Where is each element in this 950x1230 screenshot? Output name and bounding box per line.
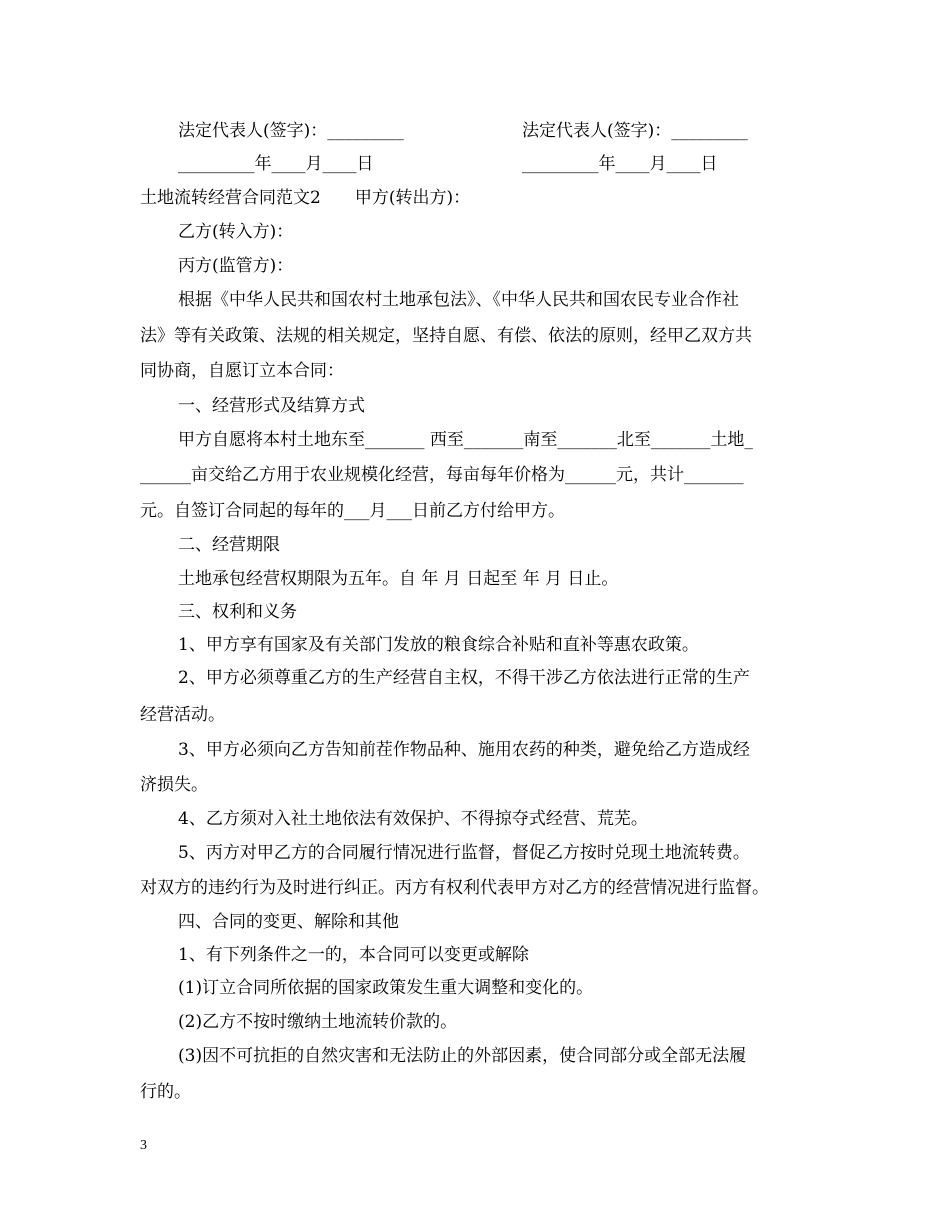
preamble-line: 同协商，自愿订立本合同： [140,361,344,381]
signature-left-date: _________年____月____日 [178,154,374,174]
section-1-line: 元。自签订合同起的每年的___月___日前乙方付给甲方。 [140,501,565,521]
party-c-line: 丙方(监管方)： [178,256,294,276]
party-b-line: 乙方(转入方)： [178,222,294,242]
section-3-title: 三、权利和义务 [178,602,297,622]
page-number: 3 [140,1138,147,1153]
section-2-title: 二、经营期限 [178,535,280,555]
section-1-line: 甲方自愿将本村土地东至_______ 西至_______南至_______北至_______土地_ [178,430,753,450]
contract-heading: 土地流转经营合同范文2 甲方(转出方)： [140,188,471,208]
section-3-item: 5、丙方对甲乙方的合同履行情况进行监督，督促乙方按时兑现土地流转费。 [178,843,750,863]
signature-right-date: _________年____月____日 [522,154,718,174]
section-3-item: 对双方的违约行为及时进行纠正。丙方有权利代表甲方对乙方的经营情况进行监督。 [140,878,769,898]
section-2-line: 土地承包经营权期限为五年。自 年 月 日起至 年 月 日止。 [178,569,619,589]
preamble-line: 法》等有关政策、法规的相关规定，坚持自愿、有偿、依法的原则，经甲乙双方共 [140,326,752,346]
section-1-line: ______亩交给乙方用于农业规模化经营，每亩每年价格为______元，共计_______ [140,465,744,485]
section-4-item: 行的。 [140,1082,191,1102]
section-3-item: 经营活动。 [140,705,225,725]
section-3-item: 2、甲方必须尊重乙方的生产经营自主权，不得干涉乙方依法进行正常的生产 [178,668,750,688]
section-3-item: 1、甲方享有国家及有关部门发放的粮食综合补贴和直补等惠农政策。 [178,635,699,655]
section-3-item: 济损失。 [140,775,208,795]
section-4-item: (1)订立合同所依据的国家政策发生重大调整和变化的。 [178,978,594,998]
section-4-item: (2)乙方不按时缴纳土地流转价款的。 [178,1012,458,1032]
signature-right-representative: 法定代表人(签字)：_________ [522,121,748,141]
section-4-item: (3)因不可抗拒的自然灾害和无法防止的外部因素，使合同部分或全部无法履 [178,1046,747,1066]
section-4-title: 四、合同的变更、解除和其他 [178,912,399,932]
preamble-line: 根据《中华人民共和国农村土地承包法》、《中华人民共和国农民专业合作社 [178,290,739,310]
section-3-item: 4、乙方须对入社土地依法有效保护、不得掠夺式经营、荒芜。 [178,809,648,829]
section-1-title: 一、经营形式及结算方式 [178,396,365,416]
section-3-item: 3、甲方必须向乙方告知前茬作物品种、施用农药的种类，避免给乙方造成经 [178,740,750,760]
signature-left-representative: 法定代表人(签字)：_________ [178,121,404,141]
section-4-item: 1、有下列条件之一的，本合同可以变更或解除 [178,945,529,965]
